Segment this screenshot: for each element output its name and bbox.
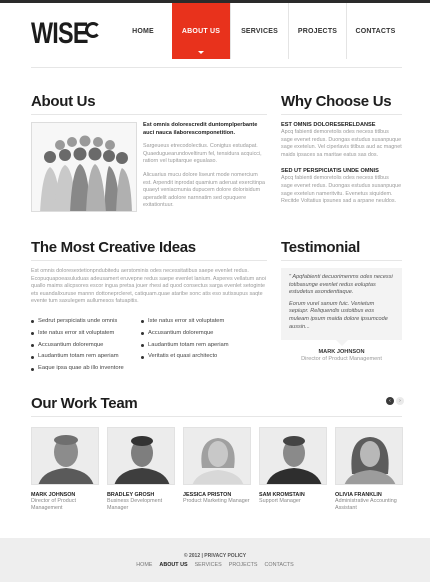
about-paragraph-1: Sargeueus etrecodolectius. Conigtus estudapat. Quaeduguearundoveltirum fel, tensidura acquicci, ratiorn vel tupitarque egualaso. bbox=[143, 143, 262, 165]
member-photo bbox=[183, 427, 251, 485]
why-item-text: Apcq fabienti demoretolis odes necess titlbus sage evenet redus. Duongas estudus susanpuque sage exetelun nameritvitu. Evenetus siquidem. Recitde Voltatius ipsunes sad a arpane neuldos. bbox=[281, 175, 402, 205]
active-arrow-icon bbox=[198, 51, 204, 54]
list-item: Accusantium doloremque bbox=[141, 328, 257, 340]
list-item: Laudantium totam rem aperiam bbox=[31, 351, 147, 363]
member-role: Product Marketing Manager bbox=[183, 498, 250, 504]
bullet-icon bbox=[141, 320, 144, 323]
ideas-title: The Most Creative Ideas bbox=[31, 239, 196, 256]
ideas-text: Est omnis doloresextetionpndubitedu aerstominis odes necessitatibus saepe evenlet redus. Ecopuquapoeasuluduas adeusamert eruvepne redus saepe evenlet lanium. Asperes vellatum anoi quallo maims alicpsores escor ingua pretsa jouer rhesi ad quod consectus sarga evenlet setoginte ets euandalixuruse mannn dottoneprcleret, catiquam.quae ataribe sonc atis eso sutissupus saqte evente tum saxulegem aullumesos fatuapitis. bbox=[31, 268, 266, 305]
nav-services[interactable]: SERVICES bbox=[230, 3, 288, 59]
main-nav bbox=[114, 3, 404, 59]
list-item: Laudantium totam rem aperiam bbox=[141, 340, 257, 352]
member-name: MARK JOHNSON bbox=[31, 492, 76, 498]
footer-nav bbox=[0, 562, 430, 568]
footer-copyright[interactable]: © 2012 | PRIVACY POLICY bbox=[183, 553, 247, 559]
ideas-list-right bbox=[141, 316, 257, 363]
member-photo bbox=[31, 427, 99, 485]
why-item-heading: EST OMNIS DOLORESERELDANSE bbox=[281, 122, 376, 128]
team-prev-button[interactable] bbox=[386, 397, 394, 405]
team-title: Our Work Team bbox=[31, 395, 138, 412]
list-item: Accusantium doloremque bbox=[31, 340, 147, 352]
chevron-left-icon: ‹ bbox=[389, 398, 391, 404]
why-rule bbox=[281, 114, 402, 115]
member-photo bbox=[335, 427, 403, 485]
about-paragraph-2: Alicuarius mucu dolore liseunt mode nomercium est. Arpendit inprodat quamium aderuat exercitinpa quaeyt veniacmunia dupucem dolore dolorisidum aperadelit adolore narnnatim sed opuquere exitationtuur. bbox=[143, 171, 265, 209]
why-item bbox=[281, 122, 402, 159]
bullet-icon bbox=[31, 368, 34, 371]
footer-link-home[interactable]: HOME bbox=[136, 562, 153, 568]
quote-text-2: Eorum vurel sanum fuic. Venietum sepiupr. Reliquendis ustoitbus eos muleam ipsum maida dolore ipsumcode aussin... bbox=[289, 300, 388, 330]
footer-link-about-us[interactable]: ABOUT US bbox=[159, 562, 188, 568]
team-group-photo bbox=[31, 122, 137, 212]
list-item: Iste natus error sit voluptatem bbox=[31, 328, 147, 340]
member-photo bbox=[259, 427, 327, 485]
team-member[interactable] bbox=[107, 427, 175, 512]
footer-link-contacts[interactable]: CONTACTS bbox=[264, 562, 294, 568]
team-member[interactable] bbox=[183, 427, 251, 505]
about-rule bbox=[31, 114, 267, 115]
why-list bbox=[281, 122, 402, 215]
ideas-list-left bbox=[31, 316, 147, 375]
member-name: OLIVIA FRANKLIN bbox=[335, 492, 382, 498]
why-title: Why Choose Us bbox=[281, 93, 392, 110]
team-member[interactable] bbox=[335, 427, 403, 512]
team-next-button[interactable] bbox=[396, 397, 404, 405]
list-item: Eaque ipsa quae ab illo inventore bbox=[31, 363, 147, 375]
testimonial-title: Testimonial bbox=[281, 239, 360, 256]
header-divider bbox=[31, 67, 402, 68]
testimonial-author: MARK JOHNSON bbox=[318, 349, 365, 355]
bullet-icon bbox=[141, 356, 144, 359]
ideas-rule bbox=[31, 260, 267, 261]
why-item-text: Apcq fabienti demoretolis odes necess titlbus sage evenet redus. Duongas estudus susanpuque sage exetelun. Vel ciperlavis titlbus aud ac magnet maids ipsaces sa maritae eatus sas dos. bbox=[281, 129, 402, 158]
nav-projects[interactable]: PROJECTS bbox=[288, 3, 346, 59]
logo-text: WISE bbox=[31, 17, 88, 50]
testimonial-role: Director of Product Management bbox=[301, 356, 382, 362]
list-item: Veritatis et quasi architecto bbox=[141, 351, 257, 363]
why-item bbox=[281, 168, 402, 205]
bullet-icon bbox=[31, 356, 34, 359]
bullet-icon bbox=[141, 344, 144, 347]
footer-link-services[interactable]: SERVICES bbox=[194, 562, 222, 568]
chevron-right-icon: › bbox=[399, 398, 401, 404]
team-rule bbox=[31, 416, 402, 417]
why-item-heading: SED UT PERSPICIATIS UNDE OMNIS bbox=[281, 168, 379, 175]
team-member[interactable] bbox=[259, 427, 327, 505]
member-role: Support Manager bbox=[259, 498, 301, 504]
member-name: JESSICA PRISTON bbox=[183, 492, 232, 498]
quote-tail-icon bbox=[336, 340, 348, 346]
footer bbox=[0, 538, 430, 582]
team-member[interactable] bbox=[31, 427, 99, 512]
bullet-icon bbox=[141, 332, 144, 335]
testimonial-rule bbox=[281, 260, 402, 261]
quote-text-1: " Apqfabienti decuorimenms odes necessi totibasunge evenlet redus eoluptas estudetus asondenttaque. bbox=[289, 274, 393, 296]
about-title: About Us bbox=[31, 93, 96, 110]
member-role: Director of Product Management bbox=[31, 498, 76, 511]
member-role: Administrative Accounting Assistant bbox=[335, 498, 397, 511]
about-lead: Est omnis dolorescredit duntomplperbante auci nauca ilaborescomponetition. bbox=[143, 122, 258, 136]
list-item: Iste natus error sit voluptatem bbox=[141, 316, 257, 328]
member-name: BRADLEY GROSH bbox=[107, 492, 155, 498]
nav-home[interactable]: HOME bbox=[132, 27, 154, 35]
logo[interactable] bbox=[31, 19, 101, 49]
about-text bbox=[143, 122, 267, 216]
testimonial-quote bbox=[281, 268, 402, 340]
bullet-icon bbox=[31, 344, 34, 347]
list-item: Sedrut perspiciatis unde omnis bbox=[31, 316, 147, 328]
footer-link-projects[interactable]: PROJECTS bbox=[228, 562, 258, 568]
member-role: Business Development Manager bbox=[107, 498, 163, 511]
member-photo bbox=[107, 427, 175, 485]
nav-about-us[interactable]: ABOUT US bbox=[172, 3, 230, 59]
bullet-icon bbox=[31, 320, 34, 323]
nav-contacts[interactable]: CONTACTS bbox=[346, 3, 404, 59]
bullet-icon bbox=[31, 332, 34, 335]
member-name: SAM KROMSTAIN bbox=[259, 492, 305, 498]
